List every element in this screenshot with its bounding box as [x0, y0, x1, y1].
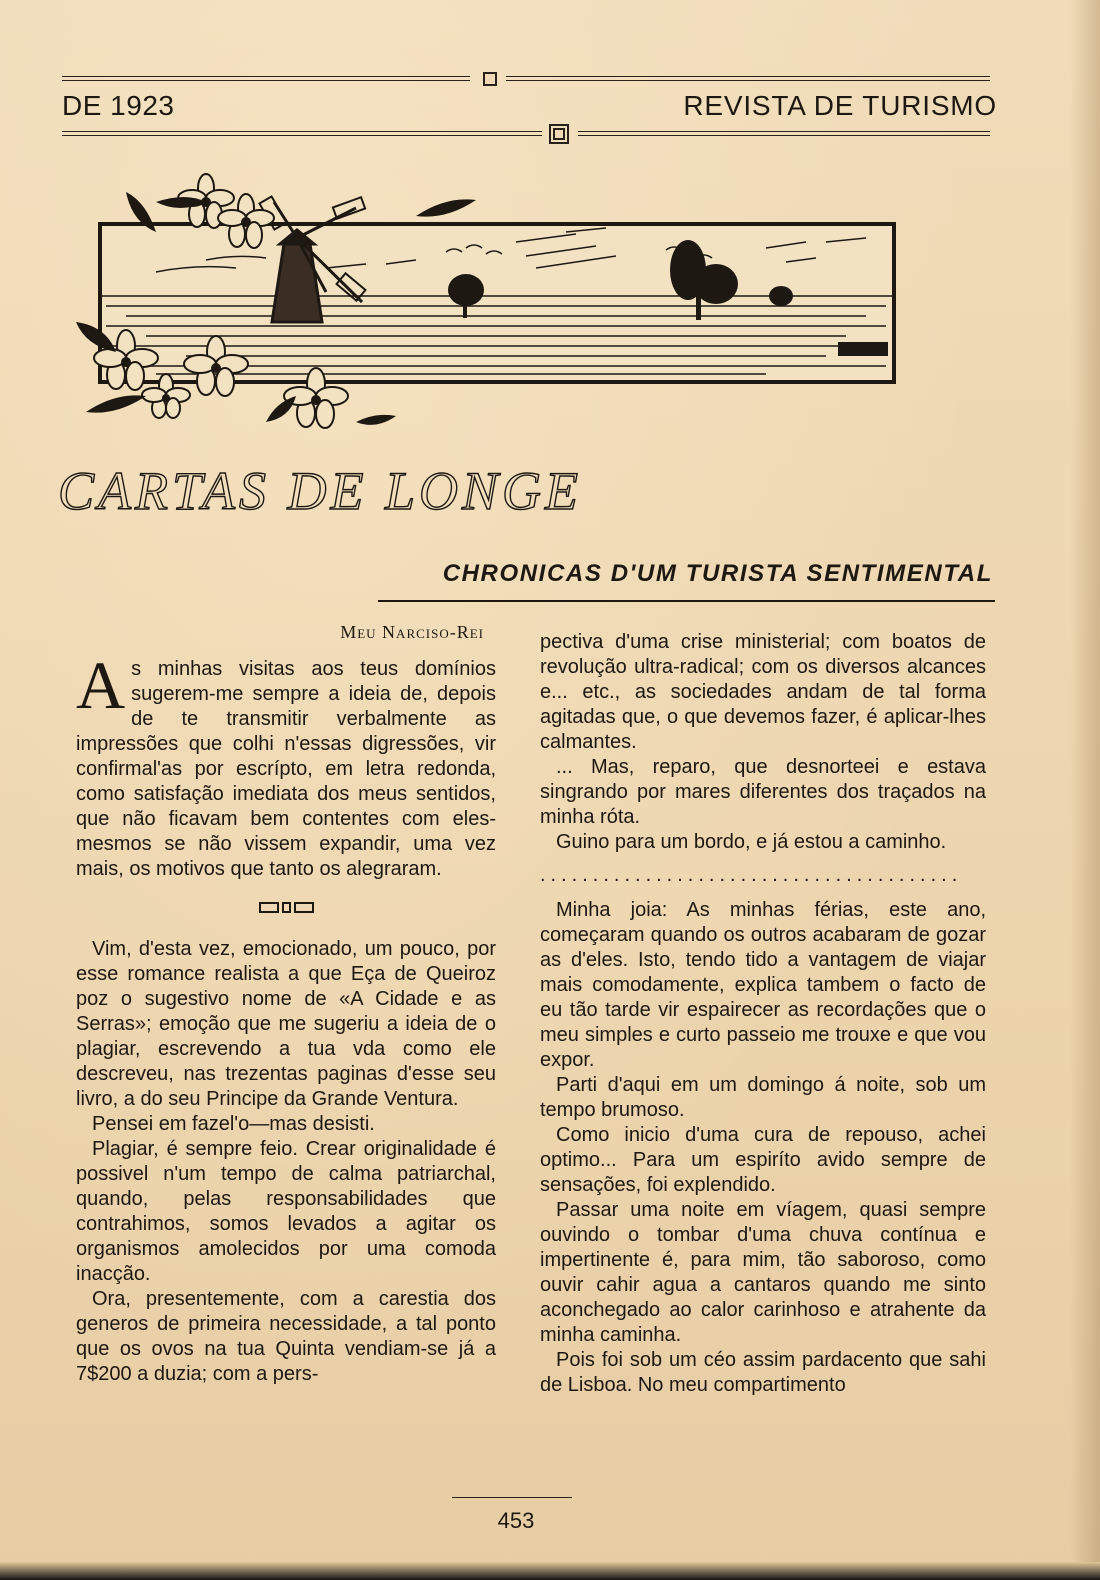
- header-publication: REVISTA DE TURISMO: [683, 90, 997, 121]
- article-subtitle: CHRONICAS D'UM TURISTA SENTIMENTAL: [442, 560, 993, 587]
- article-title: CARTAS DE LONGE: [58, 461, 583, 521]
- footer-rule: [452, 1497, 572, 1498]
- right-column: [540, 630, 986, 1398]
- header-date: DE 1923: [62, 90, 175, 121]
- paragraph: Minha joia: As minhas férias, este ano, começaram quando os outros acabaram de gozar as d'eles. Isto, tendo tido a vantagem de viajar mais comodamente, explica tambem o facto de eu tão tarde vir espairecer as recordações que o meu simples e curto passeio me trouxe e que vou expor.: [540, 899, 986, 1071]
- paragraph: Passar uma noite em víagem, quasi sempre ouvindo o tombar d'uma chuva contínua e impertinente é, para mim, tão saboroso, como ouvir cahir agua a cantaros quando me sinto aconchegado ao calor carinhoso e atrahente da minha caminha.: [540, 1199, 986, 1346]
- square-ornament-icon: [483, 72, 497, 86]
- header-top-rule-left: [62, 76, 470, 77]
- scan-bottom-edge: [0, 1562, 1100, 1580]
- header-top-rule-right: [506, 76, 990, 77]
- paragraph: Pois foi sob um céo assim pardacento que sahi de Lisboa. No meu compartimento: [540, 1349, 986, 1396]
- left-column: [76, 620, 496, 1387]
- drop-cap: A: [76, 647, 126, 723]
- paragraph: Guino para um bordo, e já estou a caminho.: [556, 831, 947, 853]
- paragraph: Pensei em fazel'o—mas desisti.: [92, 1113, 375, 1135]
- paragraph: ... Mas, reparo, que desnorteei e estava singrando por mares diferentes dos traçados na minha róta.: [540, 756, 986, 828]
- paragraph: pectiva d'uma crise ministerial; com boatos de revolução ultra-radical; com os diversos alcances e... etc., as sociedades andam de tal forma agitadas que, o que devemos fazer, é aplicar-lhes calmantes.: [540, 631, 986, 753]
- paragraph: Vim, d'esta vez, emocionado, um pouco, por esse romance realista a que Eça de Queiroz poz o sugestivo nome de «A Cidade e as Serras»; emoção que me sugeriu a ideia de o plagiar, escrevendo a tua vda como ele descreveu, nas trezentas paginas d'esse seu livro, a do seu Principe da Grande Ventura.: [76, 938, 496, 1110]
- paragraph: Ora, presentemente, com a carestia dos generos de primeira necessidade, a tal ponto que os ovos na tua Quinta vendiam-se já a 7$200 a duzia; com a pers-: [76, 1288, 496, 1385]
- header-bottom-rule-left: [62, 131, 542, 132]
- paragraph-text: s minhas visitas aos teus domínios sugerem-me sempre a ideia de, depois de te transmitir verbalmente as impressões que colhi n'essas digressões, vir confirmal'as por escrípto, em letra redonda, como satisfação imediata dos meus sentidos, que não ficavam bem contentes com eles-mesmos se não vissem expandir, uma vez mais, os motivos que tanto os alegraram.: [76, 658, 496, 880]
- paragraph: Como inicio d'uma cura de repouso, achei optimo... Para um espiríto avido sempre de sensações, foi explendido.: [540, 1124, 986, 1196]
- opening-paragraph: [76, 647, 496, 882]
- dot-separator: ........................................: [540, 864, 963, 886]
- page-edge-shadow: [1070, 0, 1100, 1580]
- section-ornament: [76, 902, 496, 913]
- page-number: 453: [497, 1508, 535, 1533]
- paragraph: Plagiar, é sempre feio. Crear originalidade é possivel n'um tempo de calma patriarchal, quando, pelas responsabilidades que contrahimos, somos levados a agitar os organismos amolecidos por uma comoda inacção.: [76, 1138, 496, 1285]
- windmill-landscape-illustration: [66, 172, 906, 442]
- header-bottom-rule-right: [578, 131, 990, 132]
- subtitle-rule: [378, 600, 995, 602]
- square-ornament-icon: [553, 128, 565, 140]
- paragraph: Parti d'aqui em um domingo á noite, sob um tempo brumoso.: [540, 1074, 986, 1121]
- salutation: Meu Narciso-Rei: [340, 622, 484, 642]
